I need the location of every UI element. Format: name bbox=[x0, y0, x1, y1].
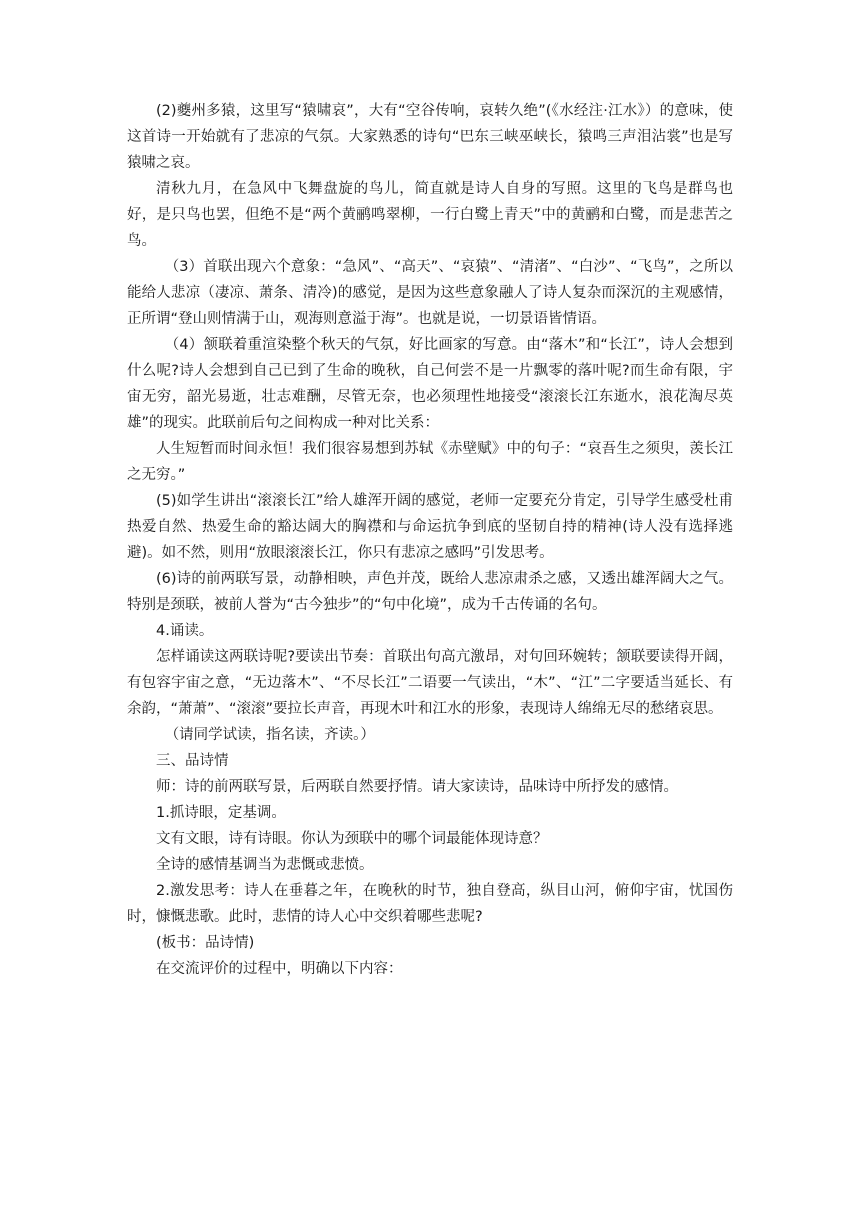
paragraph: (5)如学生讲出“滚滚长江”给人雄浑开阔的感觉，老师一定要充分肯定，引导学生感受杜甫热爱自然、热爱生命的豁达阔大的胸襟和与命运抗争到底的坚韧自持的精神(诗人没有选择逃避)。如不然，则用“放眼滚滚长江，你只有悲凉之感吗”引发思考。 bbox=[127, 493, 733, 561]
paragraph: 人生短暂而时间永恒！我们很容易想到苏轼《赤壁赋》中的句子：“哀吾生之须臾，羡长江之无穷。” bbox=[127, 441, 733, 483]
paragraph: （3）首联出现六个意象：“急风”、“高天”、“哀猿”、“清渚”、“白沙”、“飞鸟”，之所以能给人悲凉（凄凉、萧条、清冷)的感觉，是因为这些意象融人了诗人复杂而深沉的主观感情，正所谓“登山则情满于山，观海则意溢于海”。也就是说，一切景语皆情语。 bbox=[127, 259, 733, 327]
paragraph: 2.激发思考：诗人在垂暮之年，在晚秋的时节，独自登高，纵目山河，俯仰宇宙，忧国伤时，慷慨悲歌。此时，悲情的诗人心中交织着哪些悲呢? bbox=[127, 883, 733, 925]
paragraph: 怎样诵读这两联诗呢?要读出节奏：首联出句高亢激昂，对句回环婉转；颔联要读得开阔，有包容宇宙之意，“无边落木”、“不尽长江”二语要一气读出，“木”、“江”二字要适当延长、有余韵，“萧萧”、“滚滚”要拉长声音，再现木叶和江水的形象，表现诗人绵绵无尽的愁绪哀思。 bbox=[127, 649, 733, 717]
paragraph: 全诗的感情基调当为悲慨或悲愤。 bbox=[156, 857, 374, 873]
paragraph: 清秋九月，在急风中飞舞盘旋的鸟儿，简直就是诗人自身的写照。这里的飞鸟是群鸟也好，是只鸟也罢，但绝不是“两个黄鹂鸣翠柳，一行白鹭上青天”中的黄鹂和白鹭，而是悲苦之鸟。 bbox=[127, 181, 733, 249]
paragraph: （4）颔联着重渲染整个秋天的气氛，好比画家的写意。由“落木”和“长江”，诗人会想到什么呢?诗人会想到自己已到了生命的晚秋，自己何尝不是一片飘零的落叶呢?而生命有限，宇宙无穷，韶光易逝，壮志难酬，尽管无奈，也必须理性地接受“滚滚长江东逝水，浪花淘尽英雄”的现实。此联前后句之间构成一种对比关系： bbox=[127, 337, 733, 431]
paragraph: 1.抓诗眼，定基调。 bbox=[156, 805, 286, 821]
paragraph: 文有文眼，诗有诗眼。你认为颈联中的哪个词最能体现诗意？ bbox=[156, 831, 548, 847]
paragraph: (6)诗的前两联写景，动静相映，声色并茂，既给人悲凉肃杀之感，又透出雄浑阔大之气。特别是颈联，被前人誉为“古今独步”的“句中化境”，成为千古传诵的名句。 bbox=[127, 571, 733, 613]
paragraph: 在交流评价的过程中，明确以下内容： bbox=[156, 961, 403, 977]
section-heading: 三、品诗情 bbox=[156, 753, 229, 769]
paragraph: (2)夔州多猿，这里写“猿啸哀”，大有“空谷传响，哀转久绝”(《水经注·江水》）的意味，使这首诗一开始就有了悲凉的气氛。大家熟悉的诗句“巴东三峡巫峡长，猿鸣三声泪沾裳”也是写猿啸之哀。 bbox=[127, 103, 733, 171]
document-body bbox=[127, 98, 733, 982]
paragraph: (板书：品诗情) bbox=[156, 935, 255, 951]
paragraph: 师：诗的前两联写景，后两联自然要抒情。请大家读诗，品味诗中所抒发的感情。 bbox=[156, 779, 678, 795]
paragraph: 4.诵读。 bbox=[156, 623, 214, 639]
paragraph: （请同学试读，指名读，齐读。） bbox=[164, 727, 375, 743]
